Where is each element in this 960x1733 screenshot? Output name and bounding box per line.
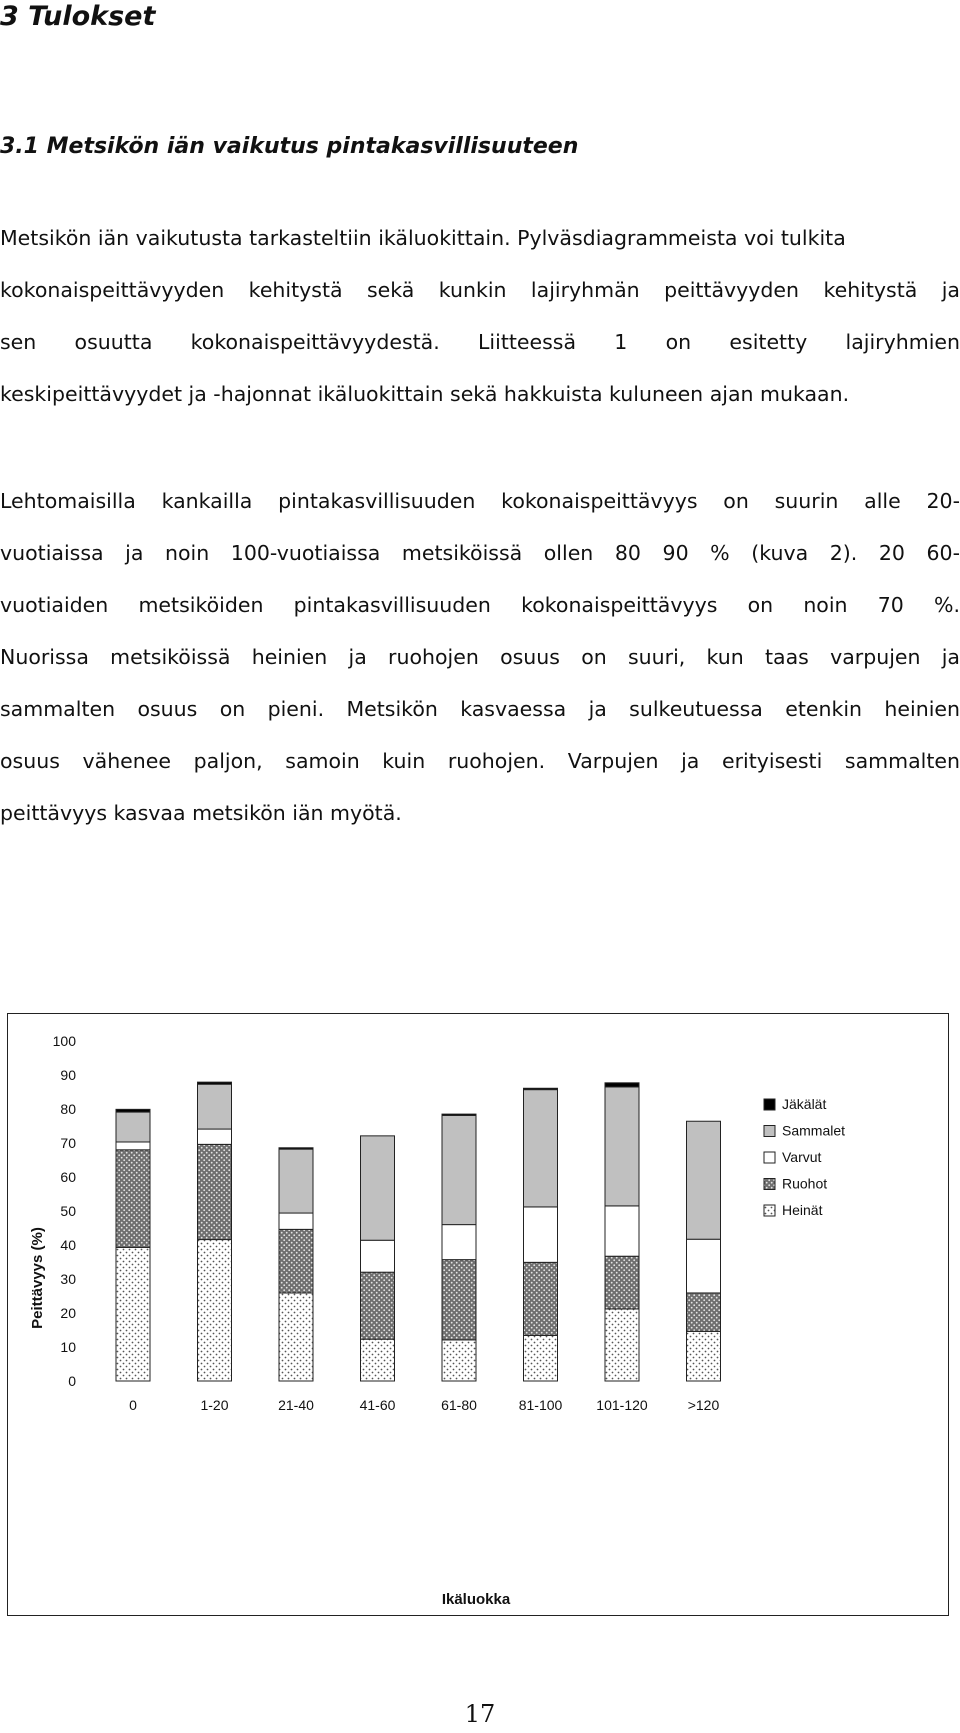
y-tick-label: 10 bbox=[60, 1339, 76, 1355]
bar-segment bbox=[524, 1207, 558, 1262]
x-tick-label: 21-40 bbox=[278, 1397, 314, 1413]
paragraph-1 bbox=[0, 212, 960, 420]
legend-label: Jäkälät bbox=[782, 1096, 827, 1112]
x-tick-label: 1-20 bbox=[200, 1397, 229, 1413]
bar-segment bbox=[279, 1229, 313, 1293]
subsection-title: 3.1 Metsikön iän vaikutus pintakasvillisuuteen bbox=[0, 134, 579, 159]
bar-segment bbox=[116, 1247, 150, 1381]
paragraph-line: Lehtomaisilla kankailla pintakasvillisuuden kokonaispeittävyys on suurin alle 20- bbox=[0, 489, 960, 513]
legend-swatch bbox=[764, 1099, 775, 1110]
bar-segment bbox=[687, 1239, 721, 1293]
paragraph-line: Metsikön iän vaikutusta tarkasteltiin ikäluokittain. Pylväsdiagrammeista voi tulkita bbox=[0, 226, 846, 250]
bar-segment bbox=[442, 1114, 476, 1115]
bar-segment bbox=[687, 1331, 721, 1381]
legend-label: Heinät bbox=[782, 1202, 823, 1218]
y-tick-label: 70 bbox=[60, 1135, 76, 1151]
bar-segment bbox=[361, 1272, 395, 1339]
bar-segment bbox=[442, 1225, 476, 1260]
paragraph-line: osuus vähenee paljon, samoin kuin ruohojen. Varpujen ja erityisesti sammalten bbox=[0, 749, 960, 773]
paragraph-line: sen osuutta kokonaispeittävyydestä. Liitteessä 1 on esitetty lajiryhmien bbox=[0, 330, 960, 354]
paragraph-line: keskipeittävyydet ja -hajonnat ikäluokittain sekä hakkuista kuluneen ajan mukaan. bbox=[0, 382, 850, 406]
legend-swatch bbox=[764, 1126, 775, 1137]
legend-label: Sammalet bbox=[782, 1122, 846, 1139]
x-tick-label: 41-60 bbox=[359, 1397, 396, 1413]
bar-segment bbox=[687, 1293, 721, 1331]
bar-segment bbox=[116, 1142, 150, 1150]
y-tick-label: 30 bbox=[60, 1271, 76, 1287]
bar-segment bbox=[361, 1339, 395, 1381]
bar-segment bbox=[687, 1121, 721, 1239]
bar-segment bbox=[116, 1150, 150, 1248]
bar-segment bbox=[198, 1129, 232, 1144]
bar-segment bbox=[198, 1082, 232, 1084]
y-tick-label: 50 bbox=[60, 1203, 76, 1219]
bar-segment bbox=[198, 1144, 232, 1239]
bar-segment bbox=[279, 1293, 313, 1381]
x-axis-label: Ikäluokka bbox=[441, 1591, 511, 1608]
bar-segment bbox=[116, 1112, 150, 1142]
bar-segment bbox=[605, 1206, 639, 1256]
bar-segment bbox=[279, 1148, 313, 1149]
bar-segment bbox=[605, 1256, 639, 1309]
legend-swatch bbox=[764, 1179, 775, 1190]
chart-frame bbox=[7, 1013, 949, 1616]
paragraph-line: vuotiaissa ja noin 100-vuotiaissa metsiköissä ollen 80 90 % (kuva 2). 20 60- bbox=[0, 541, 960, 565]
bar-segment bbox=[279, 1213, 313, 1229]
legend-swatch bbox=[764, 1205, 775, 1216]
paragraph-line: peittävyys kasvaa metsikön iän myötä. bbox=[0, 801, 402, 825]
bar-segment bbox=[605, 1087, 639, 1206]
bar-segment bbox=[198, 1240, 232, 1381]
x-tick-label: 101-120 bbox=[596, 1397, 648, 1413]
paragraph-2 bbox=[0, 475, 960, 839]
legend-label: Ruohot bbox=[782, 1175, 828, 1192]
y-tick-label: 90 bbox=[60, 1067, 76, 1083]
paragraph-line: sammalten osuus on pieni. Metsikön kasvaessa ja sulkeutuessa etenkin heinien bbox=[0, 697, 960, 721]
paragraph-line: vuotiaiden metsiköiden pintakasvillisuuden kokonaispeittävyys on noin 70 %. bbox=[0, 593, 960, 617]
y-tick-label: 20 bbox=[60, 1305, 76, 1321]
y-tick-label: 100 bbox=[52, 1033, 76, 1049]
legend-label: Varvut bbox=[782, 1149, 822, 1165]
x-tick-label: 0 bbox=[129, 1397, 137, 1413]
bar-segment bbox=[442, 1340, 476, 1381]
chart-legend bbox=[764, 1096, 845, 1218]
bar-segment bbox=[524, 1090, 558, 1207]
y-axis-label: Peittävyys (%) bbox=[29, 1227, 46, 1329]
bar-segment bbox=[442, 1115, 476, 1224]
stacked-bar-chart bbox=[8, 1014, 950, 1617]
y-tick-label: 40 bbox=[60, 1237, 76, 1253]
paragraph-line: Nuorissa metsiköissä heinien ja ruohojen osuus on suuri, kun taas varpujen ja bbox=[0, 645, 960, 669]
bar-segment bbox=[116, 1109, 150, 1112]
legend-swatch bbox=[764, 1152, 775, 1163]
y-tick-label: 0 bbox=[68, 1373, 76, 1389]
y-tick-label: 60 bbox=[60, 1169, 76, 1185]
bar-segment bbox=[279, 1149, 313, 1213]
bar-segment bbox=[442, 1260, 476, 1340]
section-title: 3 Tulokset bbox=[0, 1, 156, 32]
paragraph-line: kokonaispeittävyyden kehitystä sekä kunkin lajiryhmän peittävyyden kehitystä ja bbox=[0, 278, 960, 302]
y-tick-label: 80 bbox=[60, 1101, 76, 1117]
bar-segment bbox=[361, 1240, 395, 1272]
x-tick-label: >120 bbox=[687, 1397, 720, 1413]
x-tick-label: 81-100 bbox=[518, 1397, 563, 1413]
bar-segment bbox=[361, 1136, 395, 1240]
x-tick-label: 61-80 bbox=[441, 1397, 477, 1413]
bar-segment bbox=[524, 1088, 558, 1089]
bar-segment bbox=[198, 1084, 232, 1129]
bar-segment bbox=[524, 1262, 558, 1335]
page-number: 17 bbox=[464, 1700, 496, 1728]
bar-segment bbox=[524, 1335, 558, 1381]
bar-segment bbox=[605, 1309, 639, 1381]
bar-segment bbox=[605, 1083, 639, 1087]
